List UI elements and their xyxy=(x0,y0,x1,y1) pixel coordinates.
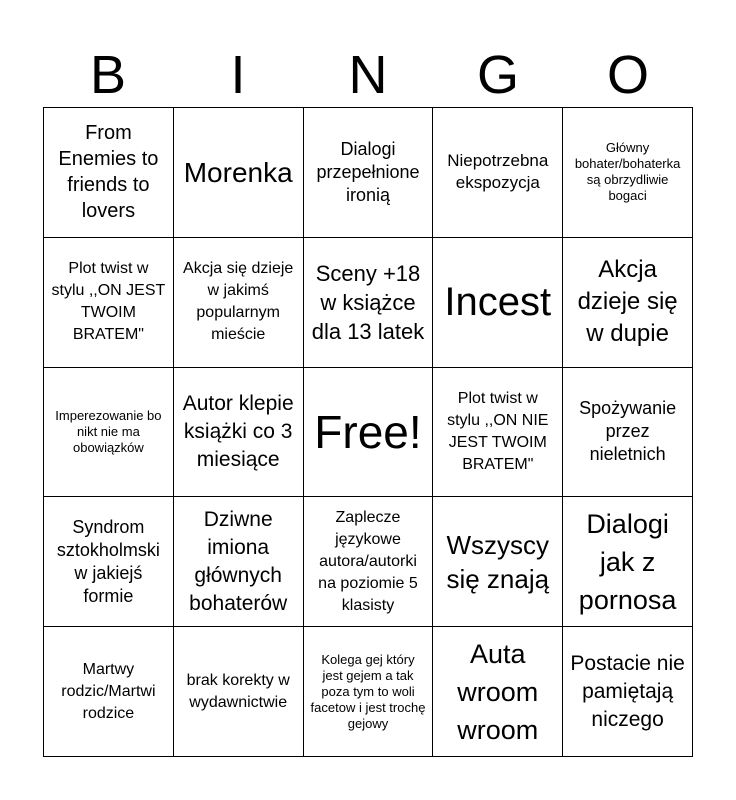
bingo-cell[interactable] xyxy=(563,497,693,627)
bingo-cell[interactable] xyxy=(563,238,693,368)
cell-text: Syndrom sztokholmski w jakiejś formie xyxy=(56,516,160,606)
bingo-header xyxy=(43,42,693,108)
bingo-cell[interactable] xyxy=(433,238,563,368)
cell-text: Kolega gej który jest gejem a tak poza tym to woli facetow i jest trochę gejowy xyxy=(310,651,426,731)
cell-text: Plot twist w stylu ,,ON NIE JEST TWOIM BRATEM" xyxy=(447,389,549,473)
bingo-cell[interactable] xyxy=(563,108,693,238)
bingo-cell[interactable] xyxy=(433,627,563,757)
bingo-grid xyxy=(43,107,693,757)
cell-text: Sceny +18 w książce dla 13 latek xyxy=(311,260,425,344)
cell-text: Free! xyxy=(314,405,422,458)
bingo-cell[interactable] xyxy=(433,108,563,238)
header-letter-b: B xyxy=(89,45,127,105)
header-letter-g: G xyxy=(476,45,519,105)
cell-text: Martwy rodzic/Martwi rodzice xyxy=(61,660,156,722)
cell-text: Plot twist w stylu ,,ON JEST TWOIM BRATEM" xyxy=(51,260,166,344)
bingo-cell[interactable] xyxy=(304,238,434,368)
cell-text: Wszyscy się znają xyxy=(446,529,550,594)
bingo-cell[interactable] xyxy=(563,627,693,757)
cell-text: Morenka xyxy=(183,156,293,188)
cell-text: Główny bohater/bohaterka są obrzydliwie bogaci xyxy=(574,140,681,204)
bingo-cell[interactable] xyxy=(44,238,174,368)
bingo-cell[interactable] xyxy=(44,497,174,627)
cell-text: Dialogi przepełnione ironią xyxy=(316,138,420,205)
cell-text: Imperezowanie bo nikt nie ma obowiązków xyxy=(55,407,162,455)
cell-text: brak korekty w wydawnictwie xyxy=(186,671,290,711)
bingo-cell[interactable] xyxy=(304,497,434,627)
cell-text: Autor klepie książki co 3 miesiące xyxy=(182,391,294,471)
header-letter-i: I xyxy=(230,45,246,105)
cell-text: Postacie nie pamiętają niczego xyxy=(570,651,685,731)
cell-text: Dziwne imiona głównych bohaterów xyxy=(189,507,288,615)
bingo-cell[interactable] xyxy=(174,238,304,368)
bingo-cell[interactable] xyxy=(174,108,304,238)
bingo-cell[interactable] xyxy=(174,497,304,627)
bingo-cell[interactable] xyxy=(44,627,174,757)
cell-text: Spożywanie przez nieletnich xyxy=(579,398,677,465)
cell-text: Dialogi jak z pornosa xyxy=(578,508,677,615)
bingo-cell[interactable] xyxy=(304,108,434,238)
bingo-cell[interactable] xyxy=(304,627,434,757)
cell-text: Akcja dzieje się w dupie xyxy=(577,256,678,348)
cell-text: Auta wroom wroom xyxy=(457,638,539,745)
cell-text: Zaplecze językowe autora/autorki na poziomie 5 klasisty xyxy=(318,508,418,614)
header-letter-n: N xyxy=(348,45,388,105)
cell-text: Akcja się dzieje w jakimś popularnym mieście xyxy=(183,260,294,344)
cell-text: From Enemies to friends to lovers xyxy=(58,122,159,223)
free-cell[interactable] xyxy=(304,368,434,498)
cell-text: Niepotrzebna ekspozycja xyxy=(447,151,549,193)
bingo-cell[interactable] xyxy=(563,368,693,498)
cell-text: Incest xyxy=(444,280,552,325)
header-letter-o: O xyxy=(606,45,649,105)
bingo-cell[interactable] xyxy=(174,368,304,498)
bingo-cell[interactable] xyxy=(44,108,174,238)
bingo-cell[interactable] xyxy=(44,368,174,498)
bingo-cell[interactable] xyxy=(174,627,304,757)
bingo-cell[interactable] xyxy=(433,497,563,627)
bingo-cell[interactable] xyxy=(433,368,563,498)
